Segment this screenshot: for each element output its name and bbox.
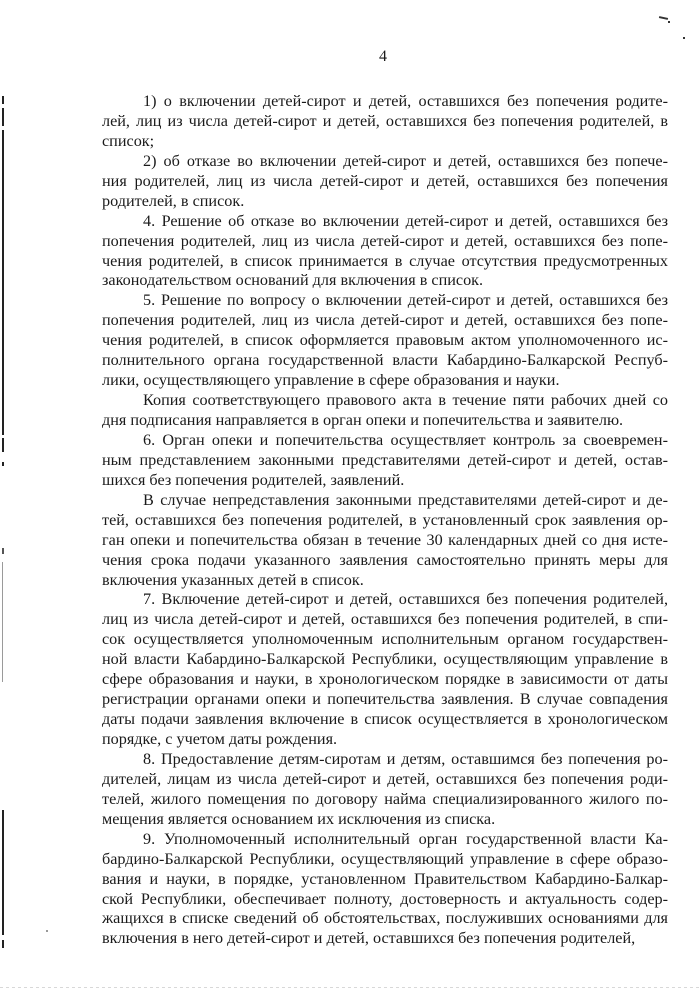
paragraph-clause-7 xyxy=(102,590,668,750)
scan-speck xyxy=(668,21,670,23)
paragraph-clause-5-copy xyxy=(102,391,668,431)
text-line: сфере образования и науки, в хронологическом порядке в зависимости от даты xyxy=(102,670,668,689)
scan-edge-line xyxy=(2,940,4,948)
text-line: дня подписания направляется в орган опеки и попечительства и заявителю. xyxy=(102,411,624,429)
paragraph-item-2 xyxy=(102,152,668,212)
text-line: Копия соответствующего правового акта в течение пяти рабочих дней со xyxy=(143,391,668,410)
scan-speck xyxy=(46,930,48,932)
paragraph-item-1 xyxy=(102,92,668,152)
text-line: лей, лиц из числа детей-сирот и детей, оставшихся без попечения родителей, в xyxy=(102,111,668,130)
text-line: попечения родителей, лиц из числа детей-сирот и детей, оставшихся без попе- xyxy=(102,231,668,250)
text-line: мещения является основанием их исключения из списка. xyxy=(102,809,496,828)
text-line: попечения родителей, лиц из числа детей-сирот и детей, оставшихся без попе- xyxy=(102,311,668,330)
text-line: тей, оставшихся без попечения родителей, в установленный срок заявления ор- xyxy=(102,510,668,529)
text-line: 8. Предоставление детям-сиротам и детям, оставшимся без попечения ро- xyxy=(143,749,668,768)
paragraph-clause-9 xyxy=(102,830,668,950)
paragraph-clause-5 xyxy=(102,291,668,391)
text-line: порядке, с учетом даты рождения. xyxy=(102,730,338,748)
text-line: включения указанных детей в список. xyxy=(102,570,364,589)
text-line: телей, жилого помещения по договору найма специализированного жилого по- xyxy=(102,789,668,808)
text-line: 2) об отказе во включении детей-сирот и детей, оставшихся без попече- xyxy=(143,151,668,170)
text-line: ния родителей, лиц из числа детей-сирот и детей, оставшихся без попечения xyxy=(102,171,668,190)
text-line: 4. Решение об отказе во включении детей-сирот и детей, оставшихся без xyxy=(143,211,668,230)
text-line: регистрации органами опеки и попечительства заявления. В случае совпадения xyxy=(102,690,668,709)
text-line: ной власти Кабардино-Балкарской Республики, осуществляющим управление в xyxy=(102,650,668,669)
text-line: 9. Уполномоченный исполнительный орган государственной власти Ка- xyxy=(143,829,668,848)
scan-edge-line xyxy=(2,810,4,935)
text-line: родителей, в список. xyxy=(102,191,245,210)
text-line: включения в него детей-сирот и детей, оставшихся без попечения родителей, xyxy=(102,929,636,948)
scan-edge-line xyxy=(2,548,4,554)
text-line: лиц из числа детей-сирот и детей, оставшихся без попечения родителей, в спи- xyxy=(102,610,668,629)
scan-edge-line xyxy=(2,462,4,466)
text-line: 6. Орган опеки и попечительства осуществляет контроль за своевремен- xyxy=(143,430,668,449)
text-line: сок осуществляется уполномоченным исполнительным органом государствен- xyxy=(102,630,668,649)
text-line: бардино-Балкарской Республики, осуществляющий управление в сфере образо- xyxy=(102,849,668,868)
text-line: чения родителей, в список оформляется правовым актом уполномоченного ис- xyxy=(102,331,668,350)
text-line: вания и науки, в порядке, установленном Правительством Кабардино-Балкар- xyxy=(102,869,668,888)
text-line: дителей, лицам из числа детей-сирот и детей, оставшихся без попечения роди- xyxy=(102,769,668,788)
text-line: законодательством оснований для включения в список. xyxy=(102,271,484,290)
text-line: жащихся в списке сведений об обстоятельствах, послуживших основаниями для xyxy=(102,909,668,928)
scan-speck xyxy=(683,37,685,39)
text-line: чения родителей, в список принимается в случае отсутствия предусмотренных xyxy=(102,251,668,270)
text-line: ган опеки и попечительства обязан в течение 30 календарных дней со дня исте- xyxy=(102,530,668,549)
text-line: чения срока подачи указанного заявления самостоятельно принять меры для xyxy=(102,550,668,569)
text-line: ным представлением законными представителями детей-сирот и детей, остав- xyxy=(102,450,668,469)
scan-edge-line xyxy=(2,438,4,452)
text-line: список; xyxy=(102,131,155,150)
scan-edge-line xyxy=(2,108,4,126)
paragraph-clause-6-failure xyxy=(102,491,668,591)
scan-edge-line xyxy=(2,96,4,104)
text-line: 1) о включении детей-сирот и детей, оставшихся без попечения родите- xyxy=(143,92,668,110)
document-body xyxy=(102,92,668,949)
scan-speck xyxy=(659,16,668,20)
text-line: ской Республики, обеспечивает полноту, достоверность и актуальность содер- xyxy=(102,889,668,908)
text-line: полнительного органа государственной власти Кабардино-Балкарской Респуб- xyxy=(102,351,668,370)
scan-edge-line xyxy=(2,130,4,435)
text-line: шихся без попечения родителей, заявлений. xyxy=(102,470,405,489)
page-number: 4 xyxy=(379,48,387,65)
text-line: даты подачи заявления включение в список осуществляется в хронологическом xyxy=(102,710,668,729)
scan-bottom-edge xyxy=(0,987,700,988)
paragraph-clause-6 xyxy=(102,431,668,491)
paragraph-clause-8 xyxy=(102,750,668,830)
text-line: лики, осуществляющего управление в сфере образования и науки. xyxy=(102,371,560,390)
scan-edge-line xyxy=(2,562,3,682)
text-line: 7. Включение детей-сирот и детей, оставшихся без попечения родителей, xyxy=(143,590,668,609)
paragraph-clause-4 xyxy=(102,212,668,292)
text-line: 5. Решение по вопросу о включении детей-сирот и детей, оставшихся без xyxy=(143,291,668,310)
text-line: В случае непредставления законными представителями детей-сирот и де- xyxy=(143,490,668,509)
